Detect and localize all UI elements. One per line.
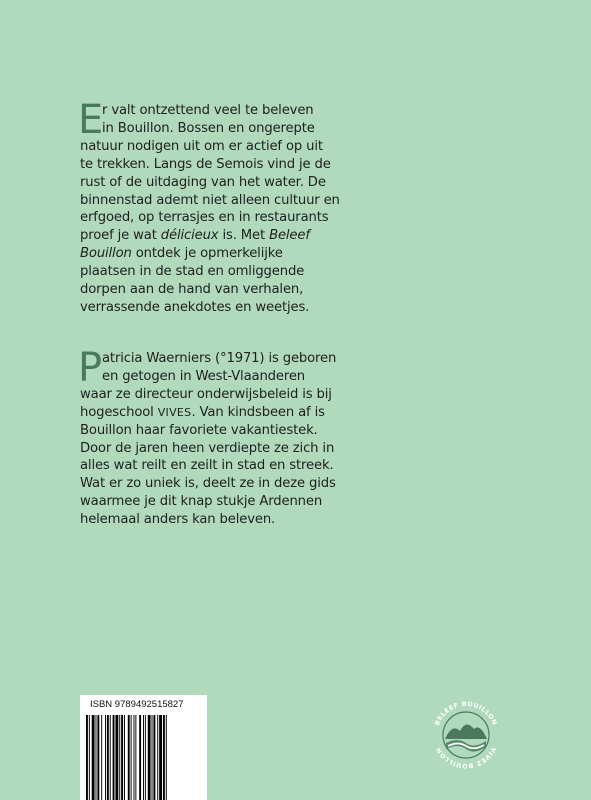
text-line: natuur nodigen uit om er actief op uit — [80, 138, 323, 154]
barcode-bar — [143, 715, 144, 800]
logo-bottom-text: VIVEZ BOUILLON — [435, 745, 497, 770]
barcode-bar — [124, 715, 125, 800]
barcode-icon — [86, 715, 201, 800]
barcode-bar — [131, 715, 132, 800]
barcode-bar — [97, 715, 99, 800]
barcode-bar — [157, 715, 158, 800]
text-line: Wat er zo uniek is, deelt ze in deze gids — [80, 476, 336, 492]
barcode-bar — [113, 715, 115, 800]
author-paragraph — [78, 345, 380, 529]
logo-top-text: BELEEF BOUILLON — [433, 700, 499, 727]
dropcap-p: P — [78, 345, 102, 391]
barcode-bar — [159, 715, 162, 800]
text-line: te trekken. Langs de Semois vind je de — [80, 156, 331, 172]
text-line: Door de jaren heen verdiepte ze zich in — [80, 440, 335, 456]
logo-hills — [445, 724, 487, 739]
text-line: verrassende anekdotes en weetjes. — [80, 299, 310, 315]
text-line: plaatsen in de stad en omliggende — [80, 264, 305, 280]
text-line: rust of de uitdaging van het water. De — [80, 174, 326, 190]
intro-paragraph — [78, 97, 380, 317]
barcode-bar — [145, 715, 146, 800]
barcode-bar — [139, 715, 141, 800]
text-line: in Bouillon. Bossen en ongerepte — [102, 120, 315, 136]
text-line: r valt ontzettend veel te beleven — [102, 103, 314, 118]
text-line: waarmee je dit knap stukje Ardennen — [80, 494, 323, 510]
italic-word: délicieux — [160, 228, 219, 244]
barcode-bar — [153, 715, 155, 800]
barcode-panel — [80, 695, 207, 800]
barcode-bar — [107, 715, 109, 800]
text-line — [80, 227, 380, 245]
text-run: hogeschool — [80, 404, 158, 420]
barcode-bar — [119, 715, 120, 800]
barcode-bar — [101, 715, 102, 800]
barcode-bar — [128, 715, 130, 800]
barcode-bar — [148, 715, 151, 800]
text-line — [80, 404, 380, 422]
text-line: atricia Waerniers (°1971) is geboren — [102, 351, 337, 366]
barcode-bar — [92, 715, 95, 800]
book-title-italic: Beleef — [269, 228, 310, 244]
dropcap-e: E — [78, 97, 104, 143]
text-run: is. Met — [218, 228, 270, 244]
barcode-bar — [163, 715, 165, 800]
barcode-bar — [115, 715, 118, 800]
text-run: proef je wat — [80, 228, 161, 244]
barcode-bar — [105, 715, 106, 800]
barcode-bar — [96, 715, 97, 800]
text-line: erfgoed, op terrasjes en in restaurants — [80, 210, 329, 226]
barcode-bar — [89, 715, 90, 800]
vives-smallcaps: VIVES — [157, 405, 192, 419]
barcode-bar — [121, 715, 123, 800]
isbn-text: ISBN 9789492515827 — [90, 699, 184, 710]
barcode-bar — [166, 715, 167, 800]
barcode-bar — [152, 715, 153, 800]
book-title-italic: Bouillon — [80, 246, 132, 262]
text-line: alles wat reilt en zeilt in stad en streek. — [80, 458, 334, 474]
text-run: . Van kindsbeen af is — [191, 404, 325, 420]
text-line: dorpen aan de hand van verhalen, — [80, 282, 304, 298]
text-line: en getogen in West-Vlaanderen — [102, 368, 305, 384]
text-line: binnenstad ademt niet alleen cultuur en — [80, 192, 340, 208]
barcode-bar — [110, 715, 111, 800]
barcode-bar — [86, 715, 88, 800]
text-line: Bouillon haar favoriete vakantiestek. — [80, 422, 318, 438]
hills-river-icon — [428, 697, 504, 773]
text-line: waar ze directeur onderwijsbeleid is bij — [80, 386, 332, 402]
text-line: helemaal anders kan beleven. — [80, 512, 276, 528]
barcode-bar — [134, 715, 135, 800]
text-run: ontdek je opmerkelijke — [131, 246, 283, 262]
text-line — [80, 245, 380, 263]
barcode-bar — [135, 715, 136, 800]
